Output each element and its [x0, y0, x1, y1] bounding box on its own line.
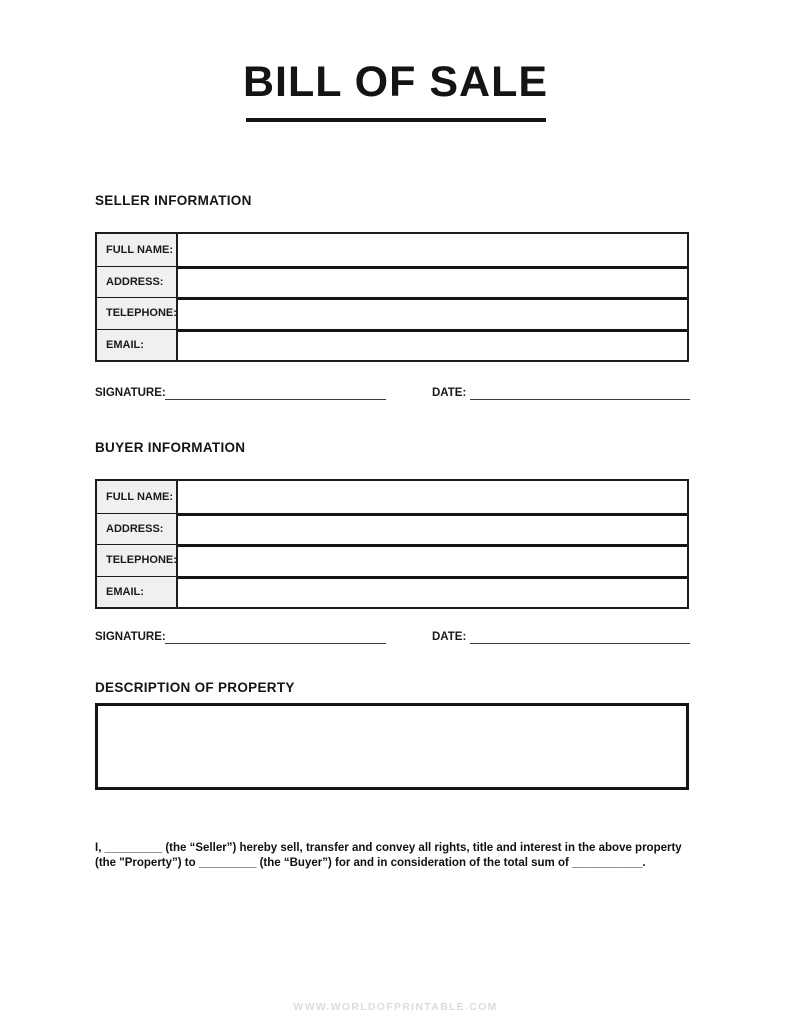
property-description-textarea[interactable] [95, 703, 689, 790]
seller-email-input[interactable] [178, 332, 687, 361]
buyer-full-name-label: FULL NAME: [97, 481, 178, 513]
table-row [97, 544, 687, 576]
seller-section-heading: SELLER INFORMATION [95, 193, 252, 208]
buyer-telephone-cell [178, 544, 687, 576]
watermark-text: WWW.WORLDOFPRINTABLE.COM [293, 1001, 498, 1013]
table-row [97, 266, 687, 298]
buyer-email-cell [178, 576, 687, 608]
buyer-address-input[interactable] [178, 516, 687, 545]
seller-full-name-label: FULL NAME: [97, 234, 178, 266]
seller-full-name-input[interactable] [178, 234, 687, 266]
seller-address-input[interactable] [178, 269, 687, 298]
buyer-date-label: DATE: [432, 631, 467, 643]
seller-full-name-cell [178, 234, 687, 266]
buyer-signature-label: SIGNATURE: [95, 631, 166, 643]
seller-date-input[interactable] [470, 384, 690, 400]
property-section-heading: DESCRIPTION OF PROPERTY [95, 680, 295, 695]
seller-address-label: ADDRESS: [97, 266, 178, 298]
seller-signature-input[interactable] [165, 384, 386, 400]
title-underline [246, 118, 546, 122]
buyer-telephone-input[interactable] [178, 547, 687, 576]
seller-date-label: DATE: [432, 387, 467, 399]
table-row [97, 297, 687, 329]
buyer-address-label: ADDRESS: [97, 513, 178, 545]
buyer-info-table [95, 479, 689, 609]
buyer-full-name-cell [178, 481, 687, 513]
buyer-address-cell [178, 513, 687, 545]
seller-info-table [95, 232, 689, 362]
table-row [97, 481, 687, 513]
buyer-section-heading: BUYER INFORMATION [95, 440, 246, 455]
buyer-signature-row [95, 628, 690, 648]
seller-signature-row [95, 384, 690, 404]
legal-statement-line-2: (the "Property”) to _________ (the “Buyer”) for and in consideration of the total sum of ___________. [95, 856, 646, 869]
seller-telephone-label: TELEPHONE: [97, 297, 178, 329]
legal-statement [95, 841, 710, 870]
seller-email-label: EMAIL: [97, 329, 178, 361]
table-row [97, 576, 687, 608]
buyer-telephone-label: TELEPHONE: [97, 544, 178, 576]
seller-email-cell [178, 329, 687, 361]
table-row [97, 513, 687, 545]
seller-telephone-cell [178, 297, 687, 329]
buyer-signature-input[interactable] [165, 628, 386, 644]
buyer-date-input[interactable] [470, 628, 690, 644]
legal-statement-line-1: I, _________ (the “Seller”) hereby sell, transfer and convey all rights, title and interest in the above property [95, 842, 682, 854]
seller-telephone-input[interactable] [178, 300, 687, 329]
table-row [97, 329, 687, 361]
page-title: BILL OF SALE [242, 58, 549, 106]
buyer-email-input[interactable] [178, 579, 687, 608]
table-row [97, 234, 687, 266]
buyer-email-label: EMAIL: [97, 576, 178, 608]
seller-address-cell [178, 266, 687, 298]
seller-signature-label: SIGNATURE: [95, 387, 166, 399]
buyer-full-name-input[interactable] [178, 481, 687, 513]
